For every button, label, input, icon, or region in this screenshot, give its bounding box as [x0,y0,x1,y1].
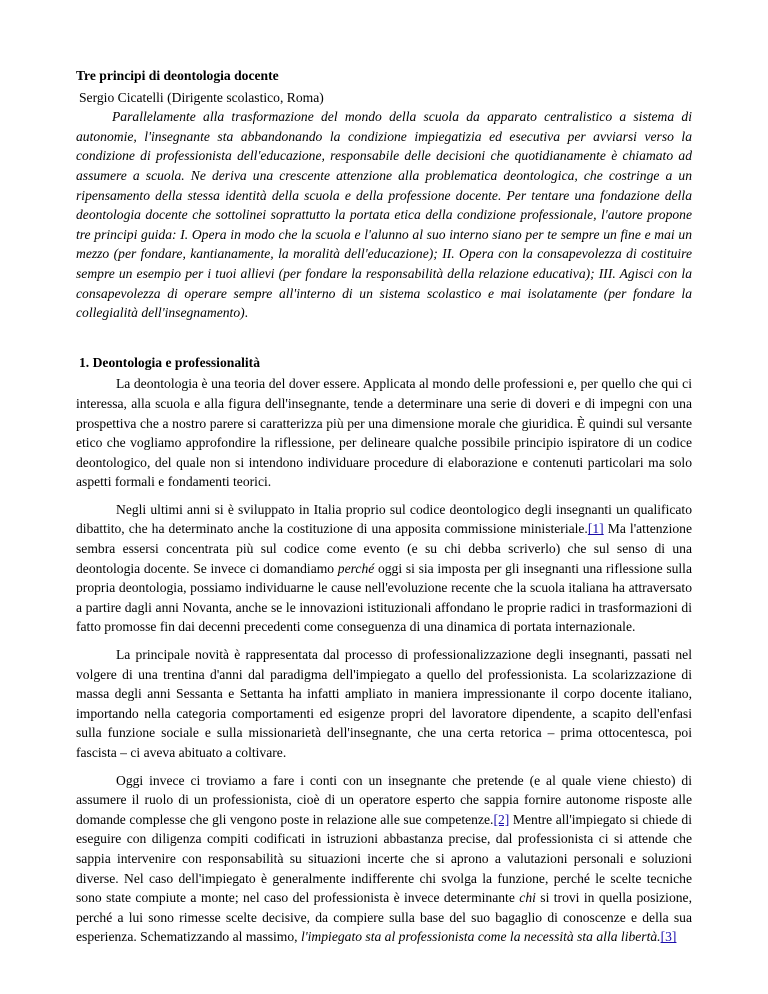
paragraph-2-text-a: Negli ultimi anni si è sviluppato in Italia proprio sul codice deontologico degli insegnanti un qualificato dibattito, che ha determinato anche la costituzione di una apposita commissione ministeriale. [76,501,692,537]
paragraph-4-text-b: Mentre all'impiegato si chiede di eseguire con diligenza compiti codificati in istruzioni abbastanza precise, dal professionista ci si attende che sappia intervenire con responsabilità su situazioni incerte che si aprono a valutazioni personali e soluzioni diverse. Nel caso dell'impiegato è generalmente indifferente chi svolga la funzione, perché le scelte tecniche sono state compiute a monte; nel caso del professionista è invece determinante [76,811,692,906]
footnote-link-2[interactable]: [2] [493,811,510,827]
abstract-text: Parallelamente alla trasformazione del mondo della scuola da apparato centralistico a sistema di autonomie, l'insegnante sta abbandonando la condizione impiegatizia ed esecutiva per avviarsi verso la condizione di professionista dell'educazione, responsabile delle decisioni che quotidianamente è chiamato ad assumere a scuola. Ne deriva una crescente attenzione alla problematica deontologica, che costringe a un ripensamento della stessa identità della scuola e della professione docente. Per tentare una fondazione della deontologia docente che sottolinei soprattutto la portata etica della condizione professionale, l'autore propone tre principi guida: I. Opera in modo che la scuola e l'alunno al suo interno siano per te sempre un fine e mai un mezzo (per fondare, kantianamente, la moralità dell'educazione); II. Opera con la consapevolezza di costituire sempre un esempio per i tuoi allievi (per fondare la responsabilità della relazione educativa); III. Agisci con la consapevolezza di operare sempre all'interno di un sistema scolastico e mai isolatamente (per fondare la collegialità dell'insegnamento) [76,109,692,321]
paragraph-2-text-b: Ma l'attenzione sembra essersi concentrata più sul codice come evento (e su chi debba scriverlo) che sul senso di una deontologia docente. Se invece ci domandiamo [76,521,692,576]
paragraph-2-text-c: oggi si sia imposta per gli insegnanti una riflessione sulla propria deontologia, possiamo individuarne le cause nell'evoluzione recente che la scuola italiana ha attraversato a partire dagli anni Novanta, anche se le innovazioni istituzionali affondano le proprie radici in trasformazioni di fatto promosse fin dai decenni precedenti come conseguenza di una dinamica di portata internazionale. [76,560,692,635]
paragraph-2 [76,500,692,637]
abstract [76,107,692,323]
paragraph-4-emphasis-2: l'impiegato sta al professionista come la necessità sta alla libertà. [300,929,661,945]
paragraph-4-text-c: si trovi in quella posizione, perché a lui sono rimesse scelte decisive, da compiere sulla base del suo bagaglio di conoscenze e della sua esperienza. Schematizzando al massimo, [76,890,692,945]
abstract-end: . [244,305,249,321]
footnote-link-1[interactable]: [1] [587,521,604,537]
paragraph-4-text-a: Oggi invece ci troviamo a fare i conti con un insegnante che pretende (e al quale viene chiesto) di assumere il ruolo di un professionista, cioè di un operatore esperto che sappia fornire autonome risposte alle domande complesse che gli vengono poste in relazione alle sue competenze. [76,772,692,827]
paragraph-3: La principale novità è rappresentata dal processo di professionalizzazione degli insegnanti, passati nel volgere di una trentina d'anni dal paradigma dell'impiegato a quello del professionista. La scolarizzazione di massa degli anni Sessanta e Settanta ha infatti ampliato in maniera impressionante il corpo docente italiano, importando nella categoria comportamenti ed esigenze propri del lavoratore dipendente, a scapito dell'enfasi sulla funzione sociale e sulla missionarietà dell'insegnante, che una certa retorica – prima ottocentesca, poi fascista – ci aveva abituato a coltivare. [76,647,692,760]
document-title: Tre principi di deontologia docente [76,68,279,83]
paragraph-4-emphasis: chi [519,890,536,906]
paragraph-2-emphasis: perché [337,560,375,576]
section-heading: 1. Deontologia e professionalità [79,354,260,370]
footnote-link-3[interactable]: [3] [660,929,677,945]
document-page [76,66,692,955]
paragraph-4 [76,771,692,947]
author-line: Sergio Cicatelli (Dirigente scolastico, Roma) [79,89,324,105]
paragraph-1: La deontologia è una teoria del dover essere. Applicata al mondo delle professioni e, per quello che qui ci interessa, alla scuola e alla figura dell'insegnante, tende a determinare una serie di doveri e di impegni con una prospettiva che a nostro parere si caratterizza più per una dimensione morale che giuridica. È quindi sul versante etico che vogliamo approfondire la riflessione, per delineare qualche possibile principio ispiratore di un codice deontologico, del quale non si intendono individuare procedure di elaborazione e contenuti particolari ma solo aspetti formali e fondamenti teorici. [76,376,692,490]
